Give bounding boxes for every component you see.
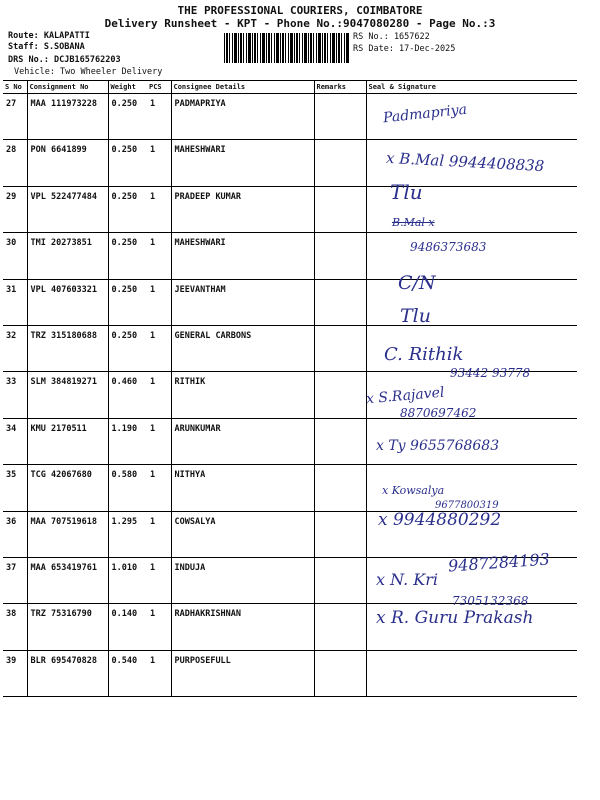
row-sno: 28 <box>3 140 27 186</box>
row-consignee: INDUJA <box>171 557 314 603</box>
col-signature-header: Seal & Signature <box>366 81 577 94</box>
rs-number: RS No.: 1657622 <box>353 32 430 42</box>
row-pcs: 1 <box>147 94 171 140</box>
phone-row-34: 8870697462 <box>400 406 477 420</box>
row-consignment: SLM 384819271 <box>27 372 108 418</box>
row-consignee: NITHYA <box>171 465 314 511</box>
signature-row-39: x R. Guru Prakash <box>376 608 534 628</box>
row-weight: 0.580 <box>108 465 147 511</box>
vehicle-label: Vehicle: Two Wheeler Delivery <box>14 67 163 77</box>
row-consignment: VPL 522477484 <box>27 186 108 232</box>
row-consignment: MAA 653419761 <box>27 557 108 603</box>
row-sno: 33 <box>3 372 27 418</box>
row-weight: 0.250 <box>108 140 147 186</box>
row-remarks <box>314 604 366 650</box>
phone-row-30: 9486373683 <box>410 240 487 254</box>
row-consignment: TCG 42067680 <box>27 465 108 511</box>
signature-row-29: Tlu <box>390 180 423 204</box>
row-sno: 37 <box>3 557 27 603</box>
row-consignee: RITHIK <box>171 372 314 418</box>
row-remarks <box>314 465 366 511</box>
phone-row-39: 7305132368 <box>452 594 529 608</box>
staff-label: Staff: S.SOBANA <box>8 42 85 52</box>
row-consignee: PADMAPRIYA <box>171 94 314 140</box>
row-remarks <box>314 233 366 279</box>
table-row <box>3 233 577 279</box>
row-consignment: KMU 2170511 <box>27 418 108 464</box>
row-weight: 0.250 <box>108 94 147 140</box>
row-weight: 0.250 <box>108 186 147 232</box>
col-pcs-header: PCS <box>147 81 171 94</box>
row-pcs: 1 <box>147 465 171 511</box>
row-sno: 39 <box>3 650 27 696</box>
row-pcs: 1 <box>147 279 171 325</box>
row-sno: 36 <box>3 511 27 557</box>
row-consignment: VPL 407603321 <box>27 279 108 325</box>
row-sno: 30 <box>3 233 27 279</box>
table-row <box>3 94 577 140</box>
signature-row-30-struck: B.Mal x <box>392 216 435 229</box>
row-consignment: TMI 20273851 <box>27 233 108 279</box>
row-weight: 0.250 <box>108 325 147 371</box>
row-pcs: 1 <box>147 418 171 464</box>
col-weight-header: Weight <box>108 81 147 94</box>
col-remarks-header: Remarks <box>314 81 366 94</box>
signature-row-35: x Ty 9655768683 <box>376 438 500 454</box>
row-remarks <box>314 557 366 603</box>
row-remarks <box>314 418 366 464</box>
row-remarks <box>314 186 366 232</box>
table-header-row <box>3 81 577 94</box>
signature-row-37: x 9944880292 <box>378 510 502 530</box>
row-remarks <box>314 372 366 418</box>
row-sno: 32 <box>3 325 27 371</box>
row-remarks <box>314 94 366 140</box>
row-consignee: MAHESHWARI <box>171 140 314 186</box>
row-sno: 38 <box>3 604 27 650</box>
runsheet-subtitle: Delivery Runsheet - KPT - Phone No.:9047080280 - Page No.:3 <box>104 17 496 30</box>
col-consignee-header: Consignee Details <box>171 81 314 94</box>
row-weight: 1.295 <box>108 511 147 557</box>
col-consignment-header: Consignment No <box>27 81 108 94</box>
signature-row-36: x Kowsalya <box>382 484 445 497</box>
row-sno: 34 <box>3 418 27 464</box>
table-row <box>3 279 577 325</box>
barcode-image <box>224 33 350 63</box>
row-consignment: BLR 695470828 <box>27 650 108 696</box>
row-pcs: 1 <box>147 557 171 603</box>
row-pcs: 1 <box>147 186 171 232</box>
phone-row-33: 93442 93778 <box>450 366 531 380</box>
drs-number: DRS No.: DCJB165762203 <box>8 55 121 65</box>
col-sno-header: S No <box>3 81 27 94</box>
row-pcs: 1 <box>147 233 171 279</box>
row-signature-cell <box>366 650 577 696</box>
row-sno: 31 <box>3 279 27 325</box>
row-remarks <box>314 140 366 186</box>
row-remarks <box>314 650 366 696</box>
signature-row-33: C. Rithik <box>384 344 464 365</box>
row-remarks <box>314 279 366 325</box>
route-label: Route: KALAPATTI <box>8 31 90 41</box>
row-weight: 0.250 <box>108 233 147 279</box>
row-consignment: TRZ 75316790 <box>27 604 108 650</box>
row-weight: 0.250 <box>108 279 147 325</box>
row-pcs: 1 <box>147 604 171 650</box>
signature-row-31: C/N <box>398 272 436 294</box>
row-pcs: 1 <box>147 325 171 371</box>
phone-row-36: 9677800319 <box>435 500 499 511</box>
table-row <box>3 186 577 232</box>
row-pcs: 1 <box>147 372 171 418</box>
company-title: THE PROFESSIONAL COURIERS, COIMBATORE <box>177 4 423 17</box>
row-pcs: 1 <box>147 140 171 186</box>
row-weight: 0.540 <box>108 650 147 696</box>
table-row <box>3 650 577 696</box>
row-consignee: RADHAKRISHNAN <box>171 604 314 650</box>
row-consignment: MAA 707519618 <box>27 511 108 557</box>
row-weight: 0.460 <box>108 372 147 418</box>
row-pcs: 1 <box>147 650 171 696</box>
row-consignee: GENERAL CARBONS <box>171 325 314 371</box>
row-consignee: ARUNKUMAR <box>171 418 314 464</box>
row-consignment: TRZ 315180688 <box>27 325 108 371</box>
row-consignee: COWSALYA <box>171 511 314 557</box>
row-sno: 35 <box>3 465 27 511</box>
row-remarks <box>314 511 366 557</box>
row-weight: 1.190 <box>108 418 147 464</box>
phone-row-38: 9487284193 <box>447 549 551 576</box>
row-pcs: 1 <box>147 511 171 557</box>
table-row <box>3 325 577 371</box>
row-sno: 29 <box>3 186 27 232</box>
row-weight: 1.010 <box>108 557 147 603</box>
row-consignment: MAA 111973228 <box>27 94 108 140</box>
signature-row-32: Tlu <box>400 305 431 327</box>
row-weight: 0.140 <box>108 604 147 650</box>
row-consignee: PURPOSEFULL <box>171 650 314 696</box>
signature-padmapriya: Padmapriya <box>382 101 468 127</box>
row-consignee: JEEVANTHAM <box>171 279 314 325</box>
row-consignee: PRADEEP KUMAR <box>171 186 314 232</box>
row-consignment: PON 6641899 <box>27 140 108 186</box>
rs-date: RS Date: 17-Dec-2025 <box>353 44 456 54</box>
signature-row-38: x N. Kri <box>376 570 438 589</box>
row-remarks <box>314 325 366 371</box>
row-sno: 27 <box>3 94 27 140</box>
signature-row-28: x B.Mal 9944408838 <box>385 148 545 176</box>
signature-row-34: x S.Rajavel <box>365 384 446 408</box>
row-consignee: MAHESHWARI <box>171 233 314 279</box>
